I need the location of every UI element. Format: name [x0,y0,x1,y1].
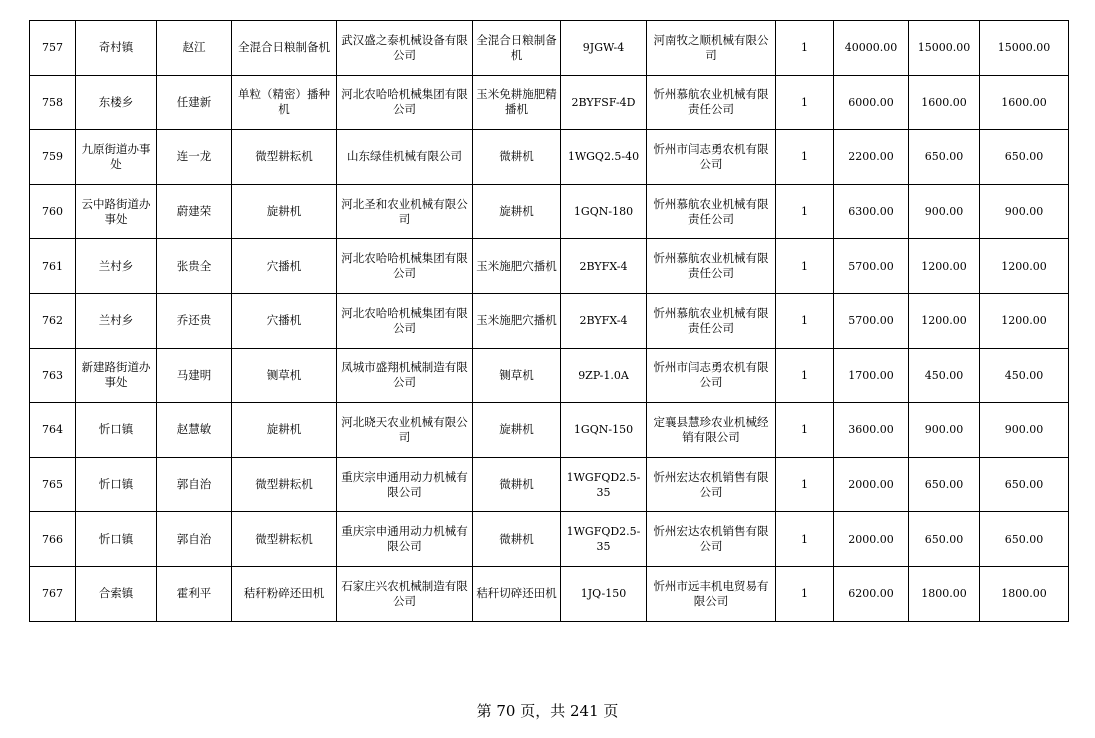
cell-machine-category: 旋耕机 [232,403,337,458]
cell-sale-price: 1700.00 [834,348,909,403]
cell-machine-category: 微型耕耘机 [232,457,337,512]
cell-machine-category: 微型耕耘机 [232,130,337,185]
cell-model: 2BYFX-4 [561,293,647,348]
cell-model: 1WGFQD2.5-35 [561,457,647,512]
cell-row-number: 764 [30,403,76,458]
table-body [30,21,1069,622]
cell-subsidy-amount: 1600.00 [909,75,980,130]
cell-applicant: 连一龙 [157,130,232,185]
cell-model: 1GQN-150 [561,403,647,458]
cell-township: 忻口镇 [76,403,157,458]
cell-row-number: 757 [30,21,76,76]
table-row [30,566,1069,621]
cell-quantity: 1 [776,348,834,403]
cell-product-name: 微耕机 [473,130,561,185]
cell-applicant: 乔还贵 [157,293,232,348]
cell-subsidy-amount: 900.00 [909,403,980,458]
cell-product-name: 玉米施肥穴播机 [473,293,561,348]
cell-total-subsidy: 1800.00 [980,566,1069,621]
cell-manufacturer: 山东绿佳机械有限公司 [337,130,473,185]
cell-sale-price: 6000.00 [834,75,909,130]
cell-quantity: 1 [776,457,834,512]
cell-manufacturer: 河北农哈哈机械集团有限公司 [337,239,473,294]
cell-sale-price: 5700.00 [834,293,909,348]
cell-subsidy-amount: 450.00 [909,348,980,403]
cell-machine-category: 微型耕耘机 [232,512,337,567]
cell-model: 1WGFQD2.5-35 [561,512,647,567]
cell-applicant: 蔚建荣 [157,184,232,239]
cell-dealer: 河南牧之顺机械有限公司 [647,21,776,76]
cell-manufacturer: 河北晓天农业机械有限公司 [337,403,473,458]
cell-applicant: 赵慧敏 [157,403,232,458]
table-row [30,293,1069,348]
cell-product-name: 旋耕机 [473,184,561,239]
table-row [30,130,1069,185]
cell-product-name: 秸秆切碎还田机 [473,566,561,621]
cell-subsidy-amount: 650.00 [909,457,980,512]
cell-total-subsidy: 900.00 [980,184,1069,239]
cell-row-number: 759 [30,130,76,185]
cell-model: 2BYFX-4 [561,239,647,294]
cell-machine-category: 穴播机 [232,239,337,294]
cell-sale-price: 3600.00 [834,403,909,458]
cell-subsidy-amount: 650.00 [909,130,980,185]
cell-township: 奇村镇 [76,21,157,76]
cell-row-number: 763 [30,348,76,403]
cell-machine-category: 全混合日粮制备机 [232,21,337,76]
cell-sale-price: 2200.00 [834,130,909,185]
cell-township: 合索镇 [76,566,157,621]
cell-dealer: 忻州市闫志勇农机有限公司 [647,130,776,185]
cell-row-number: 761 [30,239,76,294]
cell-row-number: 765 [30,457,76,512]
cell-product-name: 玉米施肥穴播机 [473,239,561,294]
cell-total-subsidy: 650.00 [980,512,1069,567]
cell-sale-price: 6200.00 [834,566,909,621]
cell-township: 兰村乡 [76,293,157,348]
table-row [30,457,1069,512]
cell-machine-category: 铡草机 [232,348,337,403]
cell-manufacturer: 河北圣和农业机械有限公司 [337,184,473,239]
cell-applicant: 霍利平 [157,566,232,621]
cell-subsidy-amount: 650.00 [909,512,980,567]
cell-applicant: 任建新 [157,75,232,130]
cell-applicant: 马建明 [157,348,232,403]
cell-product-name: 全混合日粮制备机 [473,21,561,76]
cell-machine-category: 旋耕机 [232,184,337,239]
cell-township: 云中路街道办事处 [76,184,157,239]
cell-applicant: 赵江 [157,21,232,76]
cell-machine-category: 秸秆粉碎还田机 [232,566,337,621]
cell-manufacturer: 武汉盛之泰机械设备有限公司 [337,21,473,76]
cell-quantity: 1 [776,293,834,348]
cell-subsidy-amount: 1200.00 [909,239,980,294]
table-row [30,21,1069,76]
cell-row-number: 767 [30,566,76,621]
cell-row-number: 762 [30,293,76,348]
cell-subsidy-amount: 1800.00 [909,566,980,621]
cell-applicant: 郭自治 [157,457,232,512]
cell-manufacturer: 重庆宗申通用动力机械有限公司 [337,457,473,512]
cell-row-number: 758 [30,75,76,130]
cell-dealer: 忻州宏达农机销售有限公司 [647,457,776,512]
table-row [30,403,1069,458]
table-row [30,184,1069,239]
subsidy-table [29,20,1069,622]
cell-product-name: 旋耕机 [473,403,561,458]
cell-dealer: 忻州慕航农业机械有限责任公司 [647,239,776,294]
cell-applicant: 张贵全 [157,239,232,294]
cell-dealer: 忻州市远丰机电贸易有限公司 [647,566,776,621]
table-row [30,239,1069,294]
table-row [30,512,1069,567]
cell-subsidy-amount: 1200.00 [909,293,980,348]
cell-quantity: 1 [776,75,834,130]
cell-total-subsidy: 1600.00 [980,75,1069,130]
cell-model: 9JGW-4 [561,21,647,76]
cell-dealer: 忻州慕航农业机械有限责任公司 [647,75,776,130]
page-number: 第 70 页，共 241 页 [476,702,619,720]
cell-product-name: 微耕机 [473,512,561,567]
cell-quantity: 1 [776,239,834,294]
cell-township: 东楼乡 [76,75,157,130]
table-row [30,75,1069,130]
cell-sale-price: 2000.00 [834,457,909,512]
cell-total-subsidy: 650.00 [980,130,1069,185]
cell-dealer: 忻州市闫志勇农机有限公司 [647,348,776,403]
cell-product-name: 微耕机 [473,457,561,512]
cell-sale-price: 40000.00 [834,21,909,76]
cell-quantity: 1 [776,21,834,76]
cell-product-name: 玉米免耕施肥精播机 [473,75,561,130]
cell-manufacturer: 凤城市盛翔机械制造有限公司 [337,348,473,403]
cell-township: 兰村乡 [76,239,157,294]
cell-township: 忻口镇 [76,457,157,512]
cell-township: 忻口镇 [76,512,157,567]
cell-quantity: 1 [776,512,834,567]
cell-dealer: 定襄县慧珍农业机械经销有限公司 [647,403,776,458]
cell-sale-price: 2000.00 [834,512,909,567]
cell-dealer: 忻州宏达农机销售有限公司 [647,512,776,567]
cell-total-subsidy: 650.00 [980,457,1069,512]
cell-sale-price: 6300.00 [834,184,909,239]
cell-subsidy-amount: 15000.00 [909,21,980,76]
cell-dealer: 忻州慕航农业机械有限责任公司 [647,293,776,348]
cell-quantity: 1 [776,403,834,458]
cell-total-subsidy: 450.00 [980,348,1069,403]
cell-quantity: 1 [776,184,834,239]
cell-model: 1GQN-180 [561,184,647,239]
cell-model: 9ZP-1.0A [561,348,647,403]
cell-product-name: 铡草机 [473,348,561,403]
cell-total-subsidy: 900.00 [980,403,1069,458]
cell-model: 1JQ-150 [561,566,647,621]
table-row [30,348,1069,403]
cell-manufacturer: 河北农哈哈机械集团有限公司 [337,75,473,130]
cell-total-subsidy: 1200.00 [980,293,1069,348]
cell-model: 1WGQ2.5-40 [561,130,647,185]
cell-row-number: 760 [30,184,76,239]
cell-township: 九原街道办事处 [76,130,157,185]
cell-dealer: 忻州慕航农业机械有限责任公司 [647,184,776,239]
cell-model: 2BYFSF-4D [561,75,647,130]
cell-manufacturer: 石家庄兴农机械制造有限公司 [337,566,473,621]
cell-applicant: 郭自治 [157,512,232,567]
cell-machine-category: 穴播机 [232,293,337,348]
cell-manufacturer: 重庆宗申通用动力机械有限公司 [337,512,473,567]
cell-manufacturer: 河北农哈哈机械集团有限公司 [337,293,473,348]
cell-machine-category: 单粒（精密）播种机 [232,75,337,130]
cell-sale-price: 5700.00 [834,239,909,294]
cell-total-subsidy: 15000.00 [980,21,1069,76]
cell-subsidy-amount: 900.00 [909,184,980,239]
cell-quantity: 1 [776,130,834,185]
cell-row-number: 766 [30,512,76,567]
cell-total-subsidy: 1200.00 [980,239,1069,294]
cell-quantity: 1 [776,566,834,621]
cell-township: 新建路街道办事处 [76,348,157,403]
